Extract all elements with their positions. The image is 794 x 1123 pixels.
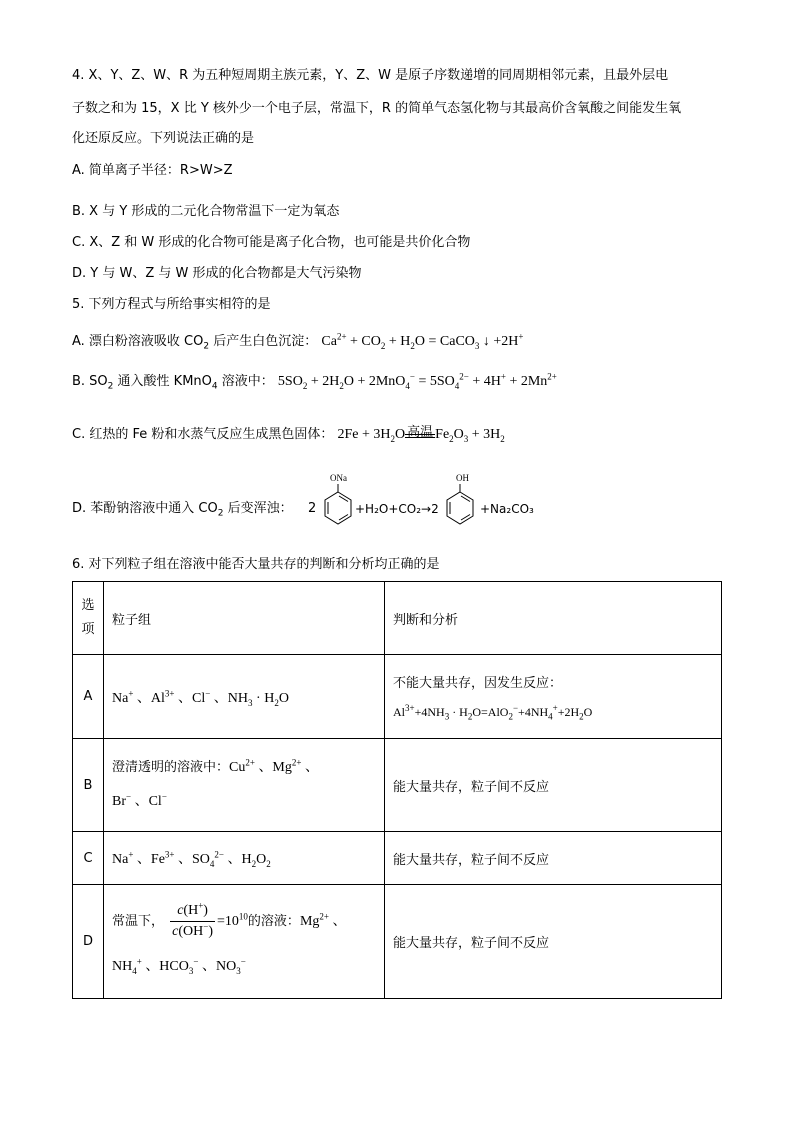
q4-stem-line1: 4. X、Y、Z、W、R 为五种短周期主族元素，Y、Z、W 是原子序数递增的同周期相邻元素，且最外层电	[72, 68, 669, 83]
q5-option-d-middle: +H₂O+CO₂→2	[355, 502, 439, 516]
q6-stem: 6. 对下列粒子组在溶液中能否大量共存的判断和分析均正确的是	[72, 557, 440, 572]
row-b-label: B	[73, 739, 104, 832]
q5-option-b: B. $SO_2$ 通入酸性 KMnO$_4$ 溶液中： $5SO_2 + 2H_2O + 2MnO_4^- = 5SO_4^{2-} + 4H^+ + 2Mn^{2+}$	[72, 371, 557, 392]
table-row	[73, 832, 722, 885]
q4-option-d: D. Y 与 W、Z 与 W 形成的化合物都是大气污染物	[72, 266, 362, 281]
sodium-phenoxide-structure	[314, 470, 360, 530]
q6-table	[72, 581, 722, 999]
table-header-row	[73, 582, 722, 655]
row-d-label: D	[73, 885, 104, 999]
q5-option-c-condition: 高温	[407, 425, 434, 440]
row-a-judgement: 不能大量共存，因发生反应： $Al^{3+}+4NH_3 \cdot H_2O=AlO_2^-+4NH_4^++2H_2O$	[385, 655, 722, 739]
q4-stem-line2: 子数之和为 15，X 比 Y 核外少一个电子层，常温下，R 的简单气态氢化物与其最高价含氧酸之间能发生氧	[72, 101, 682, 116]
row-d-judgement: 能大量共存，粒子间不反应	[385, 885, 722, 999]
table-row	[73, 885, 722, 999]
row-c-judgement: 能大量共存，粒子间不反应	[385, 832, 722, 885]
q4-option-c: C. X、Z 和 W 形成的化合物可能是离子化合物，也可能是共价化合物	[72, 235, 471, 250]
row-d-particles: 常温下， $\frac{c(H^+)}{c(OH^-)}$ $=10^{10}$的溶液：$Mg^{2+}$ 、 $NH_4^+$ 、$HCO_3^-$ 、$NO_3^-$	[104, 885, 385, 999]
header-option: 选 项	[73, 582, 104, 655]
phenol-structure	[436, 470, 482, 530]
row-c-particles: Na+ 、$Fe^{3+}$ 、$SO_4^{2-}$ 、$H_2O_2$	[104, 832, 385, 885]
header-judgement: 判断和分析	[385, 582, 722, 655]
q5-option-b-text: B. SO	[72, 374, 108, 389]
q4-stem-line3: 化还原反应。下列说法正确的是	[72, 131, 255, 146]
q5-option-c-equation: $2Fe + 3H_2O$ 高温 $Fe_2O_3 + 3H_2$	[337, 425, 505, 444]
header-particles: 粒子组	[104, 582, 385, 655]
q5-option-a: A. 漂白粉溶液吸收 $CO_2$ 后产生白色沉淀： $Ca^{2+} + CO_2 + H_2O$ = CaCO$_3$ ↓ +2H+	[72, 331, 524, 352]
oh-label: OH	[456, 473, 469, 483]
row-b-judgement: 能大量共存，粒子间不反应	[385, 739, 722, 832]
row-a-particles: Na+ 、$Al^{3+}$ 、Cl− 、$NH_3 \cdot H_2O$	[104, 655, 385, 739]
q5-option-b-equation: $5SO_2 + 2H_2O + 2MnO_4^- = 5SO_4^{2-} + 4H^+ + 2Mn^{2+}$	[277, 371, 557, 391]
q5-stem: 5. 下列方程式与所给事实相符的是	[72, 297, 271, 312]
q4-option-a: A. 简单离子半径：R>W>Z	[72, 163, 233, 178]
q5-option-d-coef: 2	[308, 501, 317, 516]
q5-option-d-text: D. 苯酚钠溶液中通入 CO	[72, 501, 218, 516]
q5-option-d: D. 苯酚钠溶液中通入 $CO_2$ 后变浑浊：	[72, 501, 293, 519]
q5-option-c-text: C. 红热的 Fe 粉和水蒸气反应生成黑色固体：	[72, 427, 334, 442]
row-c-label: C	[73, 832, 104, 885]
row-b-particles: 澄清透明的溶液中：$Cu^{2+}$ 、$Mg^{2+}$ 、 Br− 、Cl−	[104, 739, 385, 832]
row-a-label: A	[73, 655, 104, 739]
q5-option-d-end: +Na₂CO₃	[480, 502, 534, 516]
q5-option-a-text2: 后产生白色沉淀：	[209, 334, 318, 349]
q4-option-b: B. X 与 Y 形成的二元化合物常温下一定为氧态	[72, 204, 340, 219]
ona-label: ONa	[330, 473, 347, 483]
q5-option-c	[72, 426, 505, 444]
table-row	[73, 739, 722, 832]
q5-option-a-text: A. 漂白粉溶液吸收 CO	[72, 334, 204, 349]
q5-option-a-equation: $Ca^{2+} + CO_2 + H_2O$ = CaCO$_3$ ↓ +2H+	[321, 331, 524, 351]
table-row	[73, 655, 722, 739]
